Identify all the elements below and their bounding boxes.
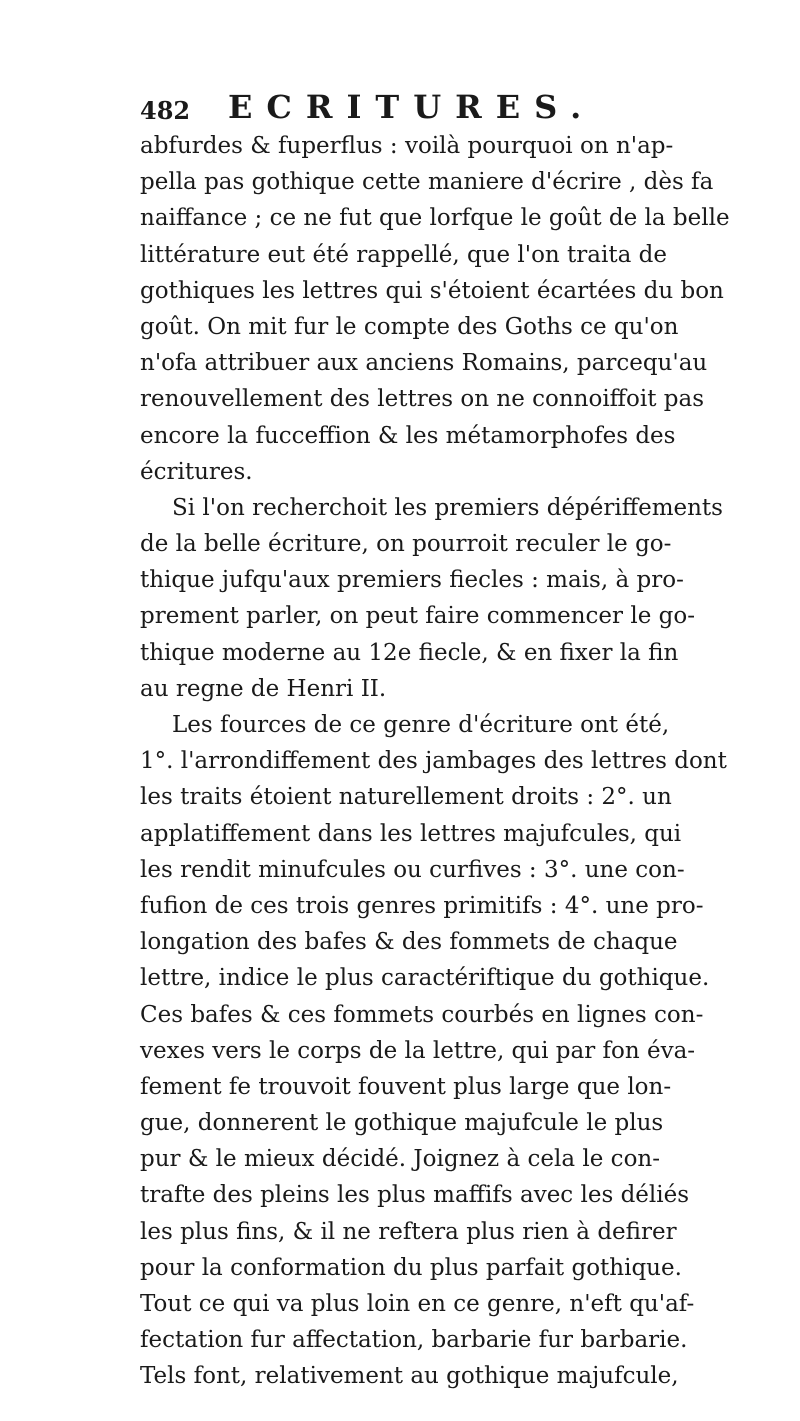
text-line: fement fe trouvoit fouvent plus large que lon- [140, 1073, 672, 1100]
text-line: Tout ce qui va plus loin en ce genre, n'eft qu'af- [140, 1291, 695, 1317]
text-line: Les fources de ce genre d'écriture ont été, [172, 712, 670, 738]
text-line: au regne de Henri II. [140, 675, 387, 702]
text-line: littérature eut été rappellé, que l'on traita de [140, 241, 667, 268]
text-line: thique moderne au 12e fiecle, & en fixer la fin [140, 639, 679, 666]
text-line: pur & le mieux décidé. Joignez à cela le con- [140, 1146, 660, 1173]
text-line: pour la conformation du plus parfait gothique. [140, 1254, 682, 1281]
text-line: fectation fur affectation, barbarie fur barbarie. [140, 1327, 688, 1354]
text-line: les traits étoient naturellement droits : 2°. un [140, 784, 672, 811]
text-line: 1°. l'arrondiffement des jambages des lettres dont [140, 748, 727, 775]
text-line: Tels font, relativement au gothique majufcule, [140, 1363, 679, 1390]
text-line: écritures. [140, 458, 253, 485]
text-line: les rendit minufcules ou curfives : 3°. une con- [140, 856, 685, 883]
text-line: encore la fucceffion & les métamorphofes des [140, 422, 676, 449]
text-line: fufion de ces trois genres primitifs : 4°. une pro- [140, 892, 704, 919]
text-line: n'ofa attribuer aux anciens Romains, parcequ'au [140, 350, 708, 377]
running-title: ECRITURES. [228, 88, 596, 126]
text-line: les plus fins, & il ne reftera plus rien à defirer [140, 1218, 677, 1245]
text-line: lettre, indice le plus caractériftique du gothique. [140, 965, 710, 992]
text-line: pella pas gothique cette maniere d'écrire , dès fa [140, 169, 714, 196]
text-line: applatiffement dans les lettres majufcules, qui [140, 820, 682, 847]
text-line: longation des bafes & des fommets de chaque [140, 929, 678, 956]
text-line: abfurdes & fuperflus : voilà pourquoi on n'ap- [140, 133, 674, 159]
text-line: gue, donnerent le gothique majufcule le plus [140, 1110, 664, 1137]
text-line: thique jufqu'aux premiers fiecles : mais, à pro- [140, 567, 684, 594]
text-line: prement parler, on peut faire commencer le go- [140, 603, 695, 630]
text-line: gothiques les lettres qui s'étoient écartées du bon [140, 277, 724, 304]
text-line: goût. On mit fur le compte des Goths ce qu'on [140, 313, 679, 340]
text-line: Si l'on recherchoit les premiers dépériffements [172, 494, 723, 521]
page-number: 482 [140, 96, 191, 125]
page-header [140, 88, 660, 128]
text-line: naiffance ; ce ne fut que lorfque le goût de la belle [140, 205, 730, 232]
text-line: renouvellement des lettres on ne connoiffoit pas [140, 386, 705, 413]
text-line: de la belle écriture, on pourroit reculer le go- [140, 531, 672, 558]
text-line: Ces bafes & ces fommets courbés en lignes con- [140, 1001, 704, 1028]
text-line: trafte des pleins les plus maffifs avec les déliés [140, 1182, 690, 1209]
body-text [140, 128, 730, 1395]
text-line: vexes vers le corps de la lettre, qui par fon éva- [140, 1037, 696, 1064]
